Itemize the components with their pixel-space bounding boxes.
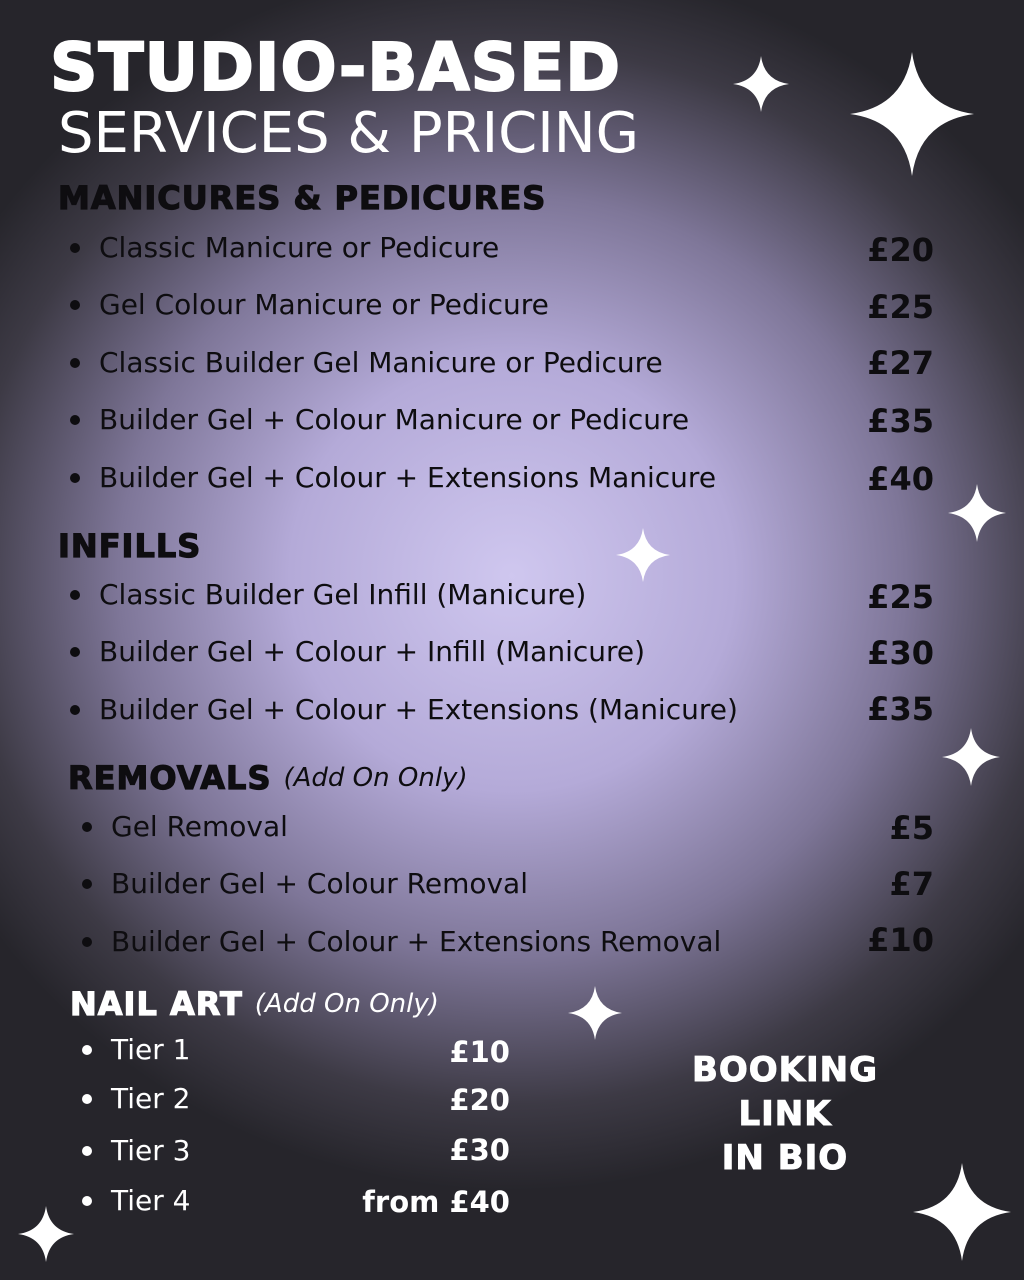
- bullet-icon: [70, 358, 80, 368]
- service-name: Classic Builder Gel Manicure or Pedicure: [99, 346, 663, 379]
- service-price: £10: [867, 921, 934, 959]
- tier-price: £10: [449, 1035, 510, 1069]
- booking-callout: [660, 1048, 910, 1180]
- service-name: Builder Gel + Colour Manicure or Pedicure: [99, 403, 690, 436]
- tier-name: Tier 3: [111, 1134, 191, 1167]
- section-heading-manicures: MANICURES & PEDICURES: [58, 179, 547, 217]
- service-price: £7: [889, 865, 934, 903]
- add-on-note: (Add On Only): [254, 989, 439, 1019]
- booking-line: LINK: [738, 1094, 832, 1134]
- bullet-icon: [70, 415, 80, 425]
- service-price: £25: [867, 578, 934, 616]
- sparkle-icon: [850, 52, 974, 176]
- tier-name: Tier 2: [111, 1082, 191, 1115]
- service-name: Classic Builder Gel Infill (Manicure): [99, 578, 587, 611]
- service-price: £5: [889, 809, 934, 847]
- service-name: Builder Gel + Colour + Extensions Removal: [111, 925, 722, 958]
- booking-line: IN BIO: [721, 1138, 849, 1178]
- tier-price: £20: [449, 1083, 510, 1117]
- sparkle-icon: [948, 484, 1006, 542]
- service-name: Builder Gel + Colour + Extensions (Manicure): [99, 693, 738, 726]
- add-on-note: (Add On Only): [283, 763, 468, 793]
- section-title: NAIL ART: [70, 985, 243, 1023]
- section-heading-nail-art: [70, 984, 439, 1024]
- tier-name: Tier 1: [111, 1033, 191, 1066]
- page-title: STUDIO-BASED: [50, 29, 622, 106]
- service-price: £30: [867, 634, 934, 672]
- sparkle-icon: [733, 56, 789, 112]
- sparkle-icon: [913, 1163, 1011, 1261]
- bullet-icon: [82, 1146, 92, 1156]
- sparkle-icon: [616, 528, 670, 582]
- bullet-icon: [70, 300, 80, 310]
- page-subtitle: SERVICES & PRICING: [58, 101, 639, 166]
- service-price: £27: [867, 344, 934, 382]
- section-title: REMOVALS: [68, 759, 272, 797]
- service-price: £35: [867, 690, 934, 728]
- service-price: £20: [867, 231, 934, 269]
- tier-price: from £40: [362, 1185, 510, 1219]
- service-name: Builder Gel + Colour + Infill (Manicure): [99, 635, 646, 668]
- service-name: Gel Colour Manicure or Pedicure: [99, 288, 549, 321]
- bullet-icon: [70, 590, 80, 600]
- service-price: £25: [867, 288, 934, 326]
- bullet-icon: [82, 937, 92, 947]
- bullet-icon: [82, 822, 92, 832]
- service-name: Builder Gel + Colour + Extensions Manicure: [99, 461, 717, 494]
- bullet-icon: [82, 1045, 92, 1055]
- service-name: Gel Removal: [111, 810, 288, 843]
- service-price: £35: [867, 402, 934, 440]
- bullet-icon: [82, 879, 92, 889]
- service-name: Classic Manicure or Pedicure: [99, 231, 500, 264]
- bullet-icon: [70, 473, 80, 483]
- bullet-icon: [82, 1196, 92, 1206]
- sparkle-icon: [942, 728, 1000, 786]
- section-heading-removals: [68, 758, 468, 798]
- sparkle-icon: [568, 986, 622, 1040]
- service-name: Builder Gel + Colour Removal: [111, 867, 528, 900]
- bullet-icon: [70, 243, 80, 253]
- bullet-icon: [70, 705, 80, 715]
- sparkle-icon: [18, 1206, 74, 1262]
- section-heading-infills: INFILLS: [58, 527, 202, 565]
- tier-name: Tier 4: [111, 1184, 191, 1217]
- service-price: £40: [867, 460, 934, 498]
- tier-price: £30: [449, 1133, 510, 1167]
- bullet-icon: [70, 647, 80, 657]
- bullet-icon: [82, 1094, 92, 1104]
- booking-line: BOOKING: [691, 1050, 879, 1090]
